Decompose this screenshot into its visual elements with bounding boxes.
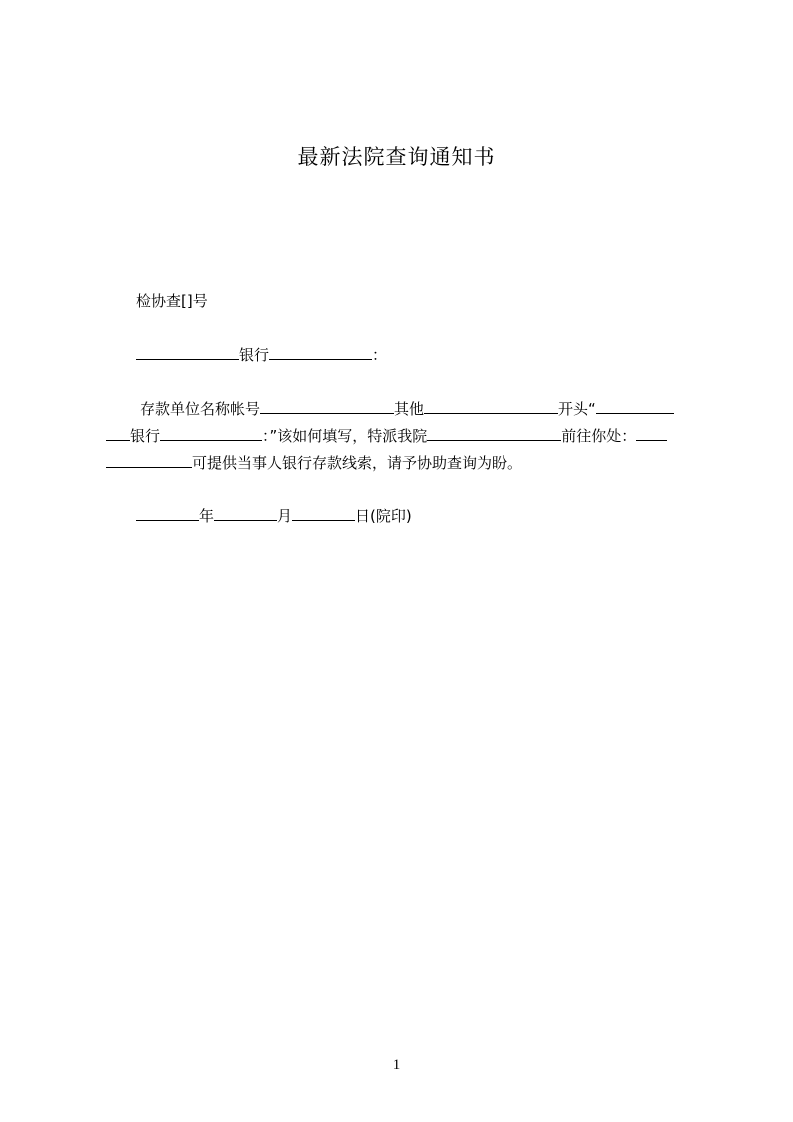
reference-prefix: 检协查 xyxy=(136,292,182,310)
body-line-1 xyxy=(140,398,674,419)
document-title: 最新法院查询通知书 xyxy=(297,145,496,169)
blank-body-bank xyxy=(160,425,262,441)
reference-suffix: 号 xyxy=(192,292,208,310)
day-label: 日 xyxy=(355,507,371,525)
blank-other xyxy=(424,398,558,414)
blank-opening-1 xyxy=(596,398,674,414)
blank-branch-name xyxy=(269,344,372,360)
closing-text: ：”该如何填写，特派我院 xyxy=(262,427,428,445)
body-line-3 xyxy=(106,452,522,473)
page-number: 1 xyxy=(392,1057,401,1073)
opening-label: 开头“ xyxy=(558,400,596,418)
blank-destination-2 xyxy=(106,452,192,468)
reference-bracket: [] xyxy=(181,292,193,310)
blank-delegate xyxy=(427,425,561,441)
addressee-bank-label: 银行 xyxy=(239,346,270,364)
year-label: 年 xyxy=(199,507,215,525)
blank-bank-name xyxy=(136,344,239,360)
other-label: 其他 xyxy=(394,400,425,418)
reference-number-line xyxy=(136,291,208,311)
body-bank-label: 银行 xyxy=(130,427,161,445)
blank-day xyxy=(292,505,355,521)
addressee-line xyxy=(136,344,387,365)
seal-text: (院印) xyxy=(370,507,412,525)
addressee-colon: ： xyxy=(372,346,388,364)
blank-opening-2 xyxy=(106,425,130,441)
blank-month xyxy=(214,505,277,521)
blank-account xyxy=(260,398,394,414)
final-text: 可提供当事人银行存款线索，请予协助查询为盼。 xyxy=(192,454,523,472)
deposit-label: 存款单位名称帐号 xyxy=(140,400,261,418)
blank-destination-1 xyxy=(636,425,667,441)
month-label: 月 xyxy=(277,507,293,525)
blank-year xyxy=(136,505,199,521)
goto-text: 前往你处： xyxy=(561,427,637,445)
date-line xyxy=(136,505,412,526)
body-line-2 xyxy=(106,425,667,446)
